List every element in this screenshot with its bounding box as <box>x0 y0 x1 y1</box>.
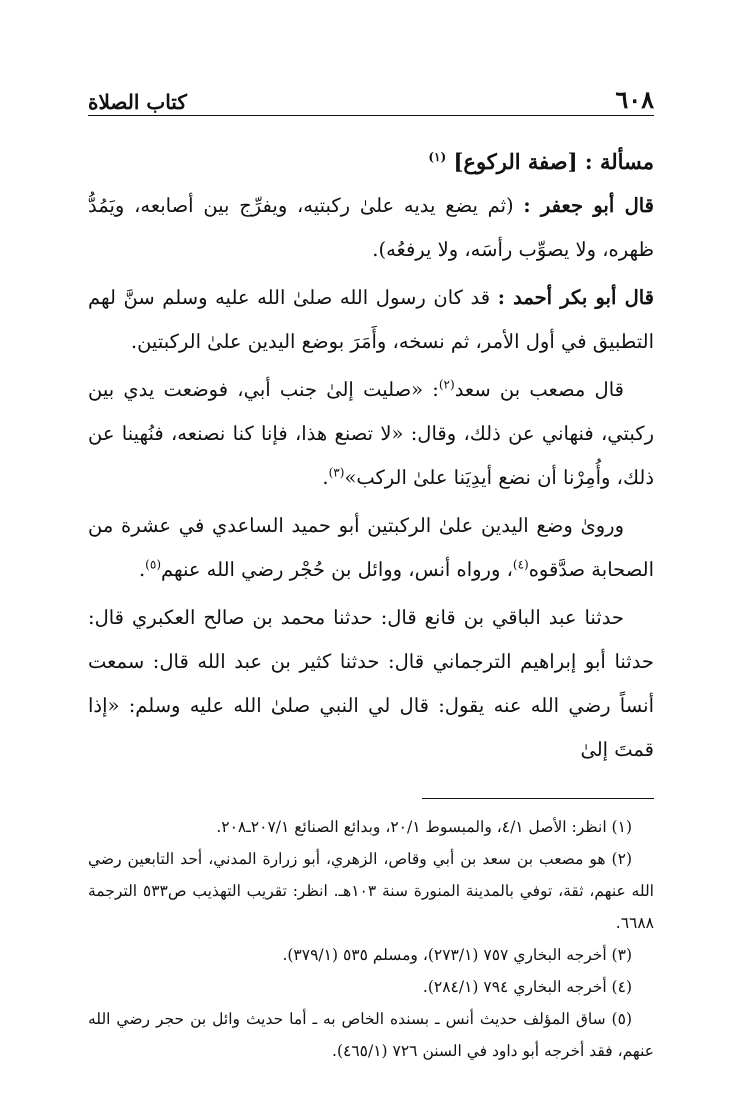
paragraph-abu-humaid <box>88 504 654 592</box>
paragraph-musab <box>88 368 654 500</box>
section-title: مسألة : [صفة الركوع] <box>453 149 654 174</box>
footnote-ref-1: (١) <box>428 150 447 164</box>
paragraph-text: (ثم يضع يديه علىٰ ركبتيه، ويفرِّج بين أصابعه، ويَمُدُّ ظهره، ولا يصوِّب رأسَه، ولا يرفعُه). <box>88 194 654 261</box>
paragraph-text: . <box>138 558 146 581</box>
paragraph-text: ، ورواه أنس، ووائل بن حُجْر رضي الله عنهم <box>161 558 513 581</box>
paragraph-abu-bakr <box>88 276 654 364</box>
footnote-ref-3: (٣) <box>328 465 345 480</box>
section-heading <box>88 142 654 182</box>
footnote-ref-4: (٤) <box>512 557 529 572</box>
main-text <box>88 142 654 772</box>
paragraph-text: وروىٰ وضع اليدين علىٰ الركبتين أبو حميد الساعدي في عشرة من الصحابة صدَّقوه <box>88 514 654 581</box>
paragraph-text: قال مصعب بن سعد <box>454 378 624 401</box>
footnote-2: (٢) هو مصعب بن سعد بن أبي وقاص، الزهري، أبو زرارة المدني، أحد التابعين رضي الله عنهم، ثقة، توفي بالمدينة المنورة سنة ١٠٣هـ. انظر: تقريب التهذيب ص٥٣٣ الترجمة ٦٦٨٨. <box>88 850 654 932</box>
paragraph-lead: قال أبو بكر أحمد : <box>497 286 655 309</box>
footnote-3: (٣) أخرجه البخاري ٧٥٧ (٢٧٣/١)، ومسلم ٥٣٥ (٣٧٩/١). <box>282 946 632 964</box>
page-number: ٦٠٨ <box>615 85 654 114</box>
book-page <box>88 78 654 1067</box>
paragraph-lead: قال أبو جعفر : <box>523 194 654 217</box>
footnotes-section <box>88 811 654 1067</box>
footnote-1: (١) انظر: الأصل ٤/١، والمبسوط ٢٠/١، وبدائع الصنائع ٢٠٧/١ـ٢٠٨. <box>216 818 632 836</box>
paragraph-text: قد كان رسول الله صلىٰ الله عليه وسلم سنَّ لهم التطبيق في أول الأمر، ثم نسخه، وأَمَرَ بوضع اليدين علىٰ الركبتين. <box>88 286 654 353</box>
footnote-divider <box>422 798 654 799</box>
running-title: كتاب الصلاة <box>88 90 187 114</box>
paragraph-abu-jafar <box>88 184 654 272</box>
footnote-ref-2: (٢) <box>438 377 455 392</box>
page-header <box>88 78 654 116</box>
footnote-5: (٥) ساق المؤلف حديث أنس ـ بسنده الخاص به ـ أما حديث وائل بن حجر رضي الله عنهم، فقد أخرجه أبو داود في السنن ٧٢٦ (٤٦٥/١). <box>88 1010 654 1060</box>
paragraph-text: حدثنا عبد الباقي بن قانع قال: حدثنا محمد بن صالح العكبري قال: حدثنا أبو إبراهيم الترجماني قال: حدثنا كثير بن عبد الله قال: سمعت أنساً رضي الله عنه يقول: قال لي النبي صلىٰ الله عليه وسلم: «إذا قمتَ إلىٰ <box>88 606 654 761</box>
footnote-4: (٤) أخرجه البخاري ٧٩٤ (٢٨٤/١). <box>422 978 632 996</box>
paragraph-text: . <box>322 466 329 489</box>
paragraph-isnad <box>88 596 654 772</box>
paragraph-text: : «صليت إلىٰ جنب أبي، فوضعت يدي بين ركبتي، فنهاني عن ذلك، وقال: «لا تصنع هذا، فإنا كنا نصنعه، فنُهينا عن ذلك، وأُمِرْنا أن نضع أيدِيَنا علىٰ الركب» <box>88 378 654 489</box>
footnote-ref-5: (٥) <box>145 557 161 572</box>
